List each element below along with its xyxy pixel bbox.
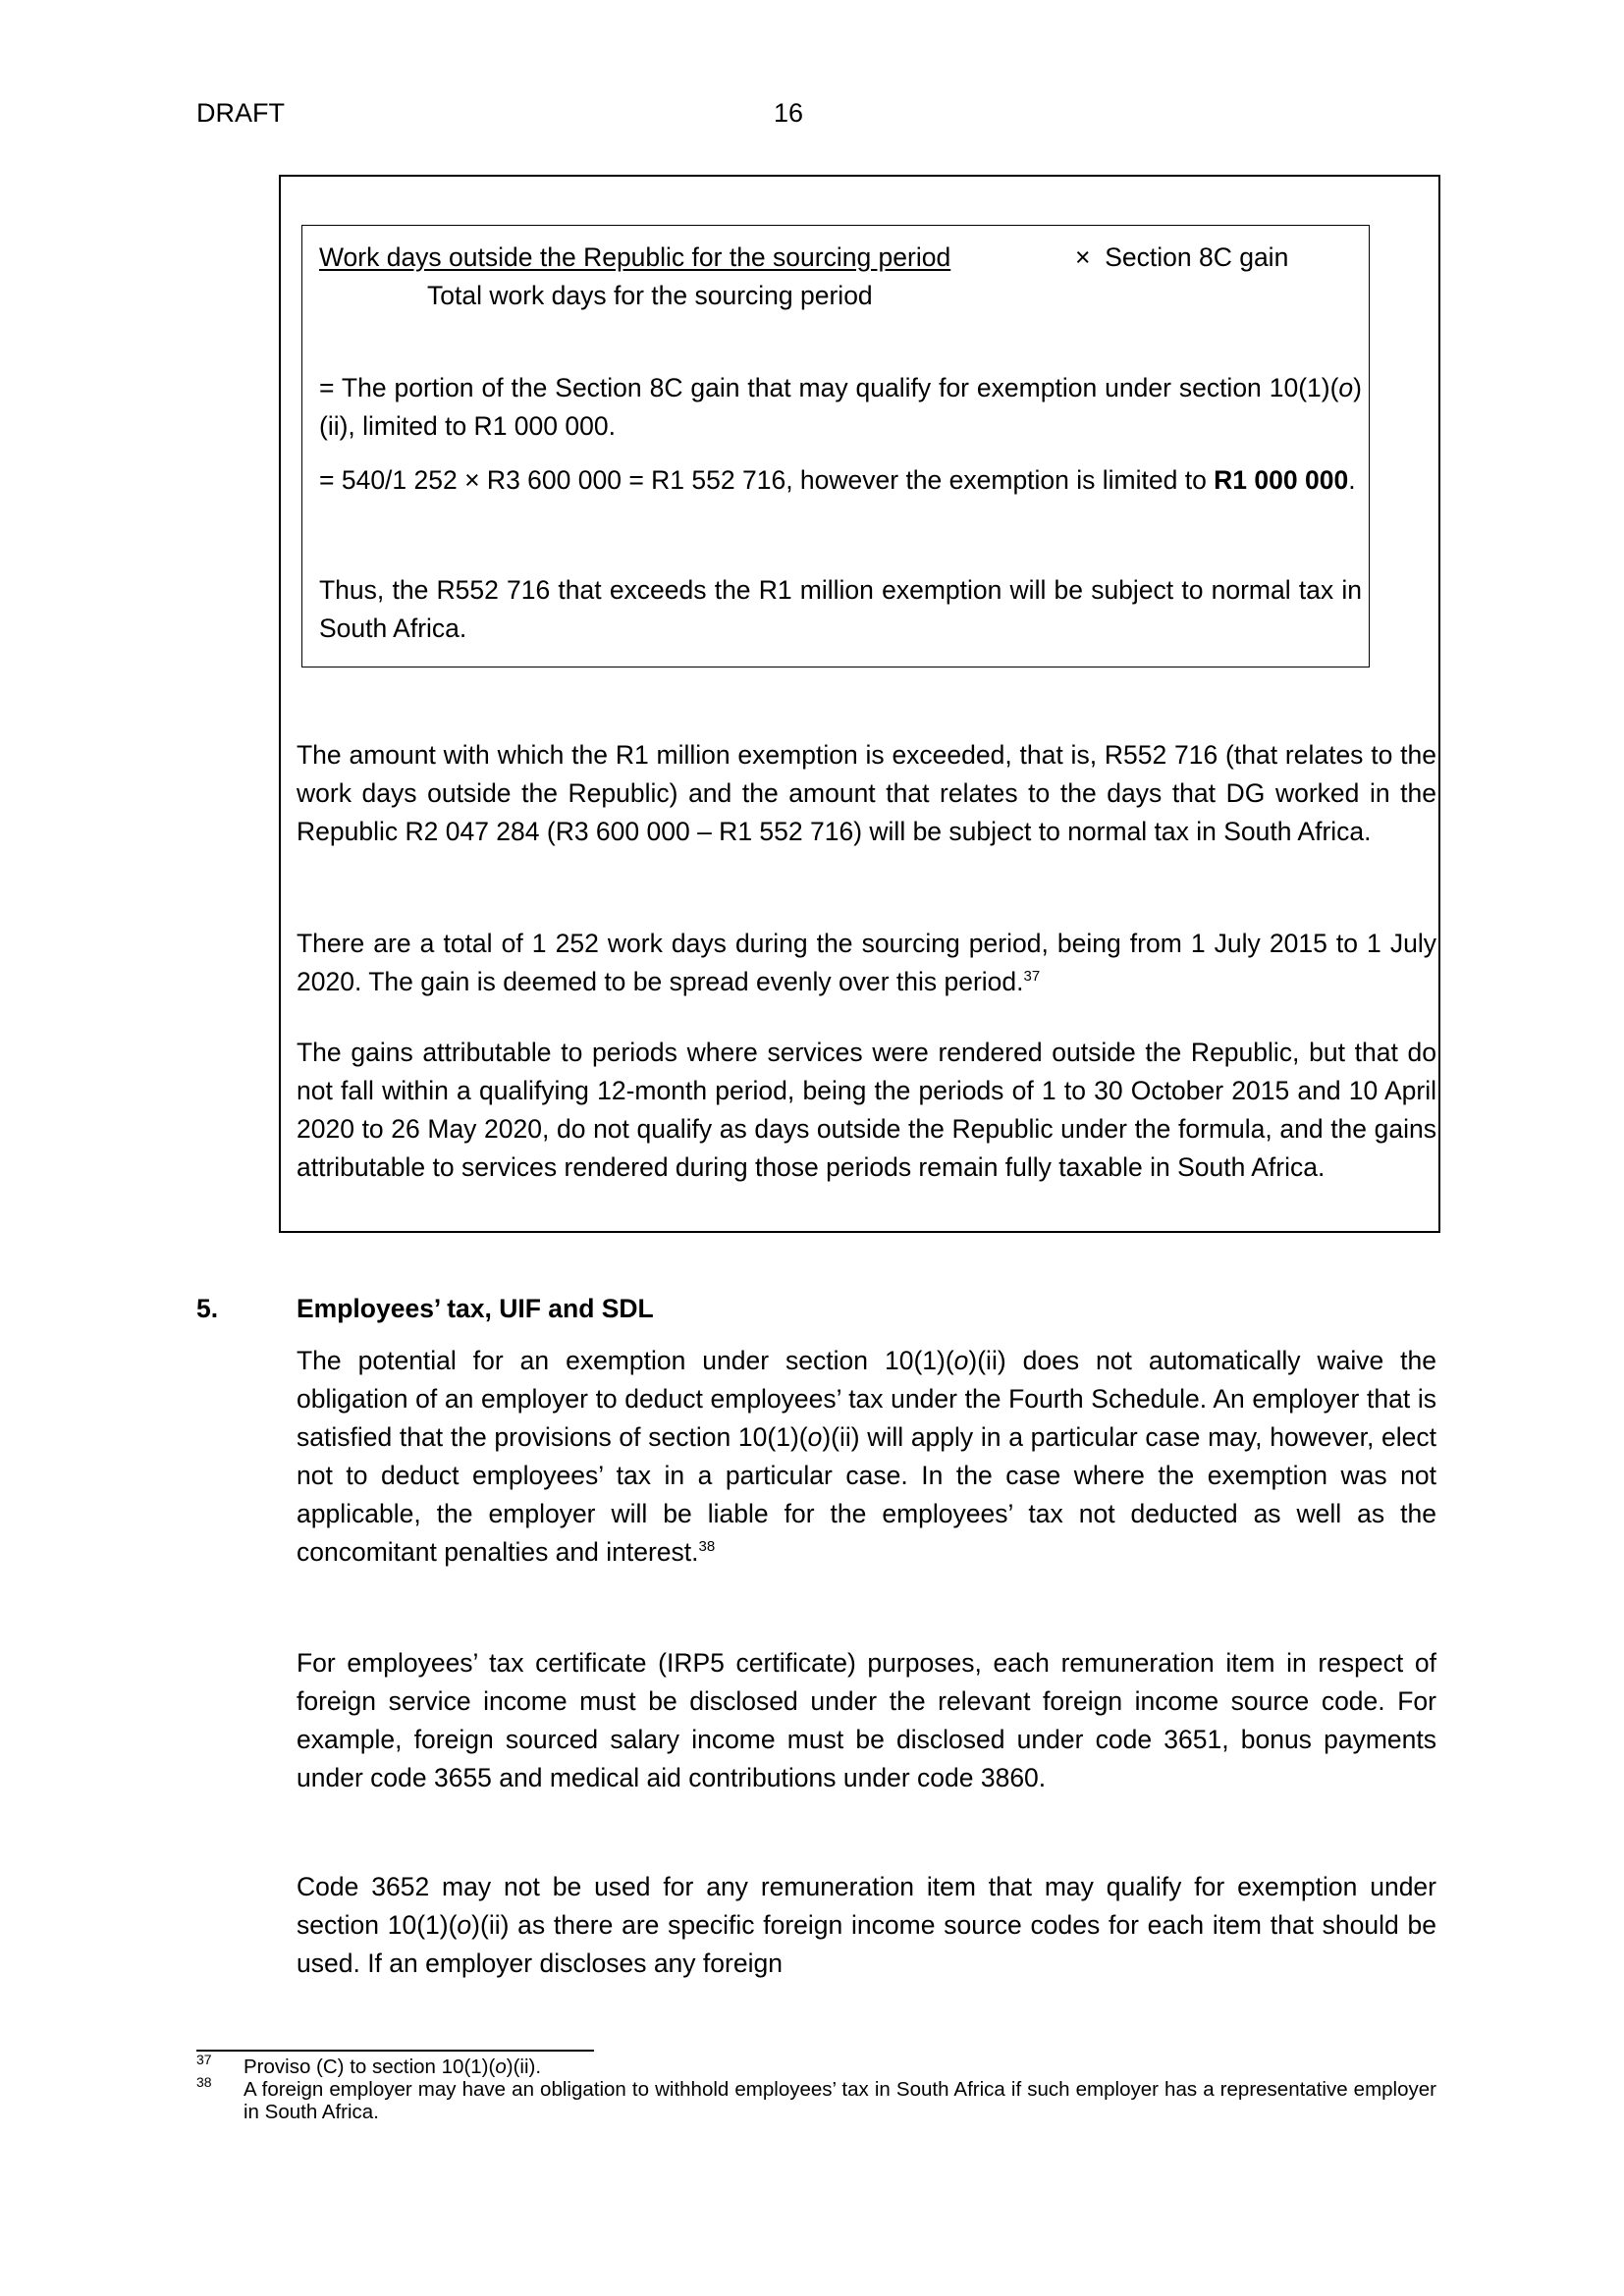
text-run: There are a total of 1 252 work days during the sourcing period, being from 1 July 2015 to 1 July 2020. The gain is deemed to be spread evenly over this period. xyxy=(297,929,1436,996)
exemption-obligation-paragraph xyxy=(297,1342,1436,1572)
section-number: 5. xyxy=(196,1294,219,1323)
footnote-number: 38 xyxy=(196,2074,212,2090)
text-run: . xyxy=(1348,465,1356,495)
text-run: )(ii) will apply in a particular case may, however, elect not to deduct employees’ tax in a particular case. In the case where the exemption was not applicable, the employer will be liable for the employees’ tax not deducted as well as the concomitant penalties and interest. xyxy=(297,1422,1436,1567)
calc-conclusion-paragraph: Thus, the R552 716 that exceeds the R1 million exemption will be subject to normal tax in South Africa. xyxy=(319,575,1362,643)
bold-amount: R1 000 000 xyxy=(1214,465,1349,495)
text-run: = 540/1 252 × R3 600 000 = R1 552 716, however the exemption is limited to xyxy=(319,465,1215,495)
non-qualifying-periods-paragraph: The gains attributable to periods where services were rendered outside the Republic, but that do not fall within a qualifying 12-month period, being the periods of 1 to 30 October 2015 and 10 April 2020 to 26 May 2020, do not qualify as days outside the Republic under the formula, and the gains attributable to services rendered during those periods remain fully taxable in South Africa. xyxy=(297,1038,1436,1182)
calc-values-paragraph xyxy=(319,461,1362,500)
footnote-ref[interactable]: 37 xyxy=(1023,968,1041,986)
formula-multiplier xyxy=(1075,241,1288,273)
footnote-separator xyxy=(196,2050,594,2052)
page-number: 16 xyxy=(774,98,804,128)
draft-label: DRAFT xyxy=(196,98,285,128)
text-run: = The portion of the Section 8C gain that may qualify for exemption under section 10(1)( xyxy=(319,373,1339,402)
text-run: )(ii). xyxy=(506,2056,542,2078)
section-heading: Employees’ tax, UIF and SDL xyxy=(297,1294,654,1323)
italic-run: o xyxy=(457,1910,472,1940)
code-3652-paragraph xyxy=(297,1868,1436,1983)
text-run: )(ii), limited to R1 000 000. xyxy=(319,373,1362,441)
excess-amount-paragraph: The amount with which the R1 million exemption is exceeded, that is, R552 716 (that relates to the work days outside the Republic) and the amount that relates to the days that DG worked in the Republic R2 047 284 (R3 600 000 – R1 552 716) will be subject to normal tax in South Africa. xyxy=(297,740,1436,846)
footnote-38: A foreign employer may have an obligation to withhold employees’ tax in South Africa if such employer has a representative employer in South Africa. xyxy=(244,2078,1436,2123)
text-run: )(ii) does not automatically waive the obligation of an employer to deduct employees’ tax under the Fourth Schedule. An employer that is satisfied that the provisions of section 10(1)( xyxy=(297,1346,1436,1452)
calc-result-paragraph xyxy=(319,369,1362,446)
footnote-37 xyxy=(244,2056,1436,2078)
italic-run: o xyxy=(495,2056,507,2078)
italic-run: o xyxy=(953,1346,969,1375)
italic-run: o xyxy=(807,1422,823,1452)
text-run: The potential for an exemption under section 10(1)( xyxy=(297,1346,954,1375)
text-run: )(ii) as there are specific foreign income source codes for each item that should be used. If an employer discloses any foreign xyxy=(297,1910,1437,1978)
irp5-paragraph: For employees’ tax certificate (IRP5 certificate) purposes, each remuneration item in respect of foreign service income must be disclosed under the relevant foreign income source code. For example, foreign sourced salary income must be disclosed under code 3651, bonus payments under code 3655 and medical aid contributions under code 3860. xyxy=(297,1648,1436,1792)
formula-numerator: Work days outside the Republic for the sourcing period xyxy=(319,242,951,272)
footnote-number: 37 xyxy=(196,2052,212,2067)
work-days-paragraph xyxy=(297,925,1436,1001)
footnote-ref[interactable]: 38 xyxy=(698,1538,716,1556)
italic-run: o xyxy=(1338,373,1354,402)
text-run: Proviso (C) to section 10(1)( xyxy=(244,2056,496,2078)
text-run: Code 3652 may not be used for any remuneration item that may qualify for exemption under section 10(1)( xyxy=(297,1872,1436,1940)
formula-denominator: Total work days for the sourcing period xyxy=(427,281,873,310)
times-symbol: × xyxy=(1075,242,1091,272)
formula-multiplier-label: Section 8C gain xyxy=(1105,242,1289,272)
